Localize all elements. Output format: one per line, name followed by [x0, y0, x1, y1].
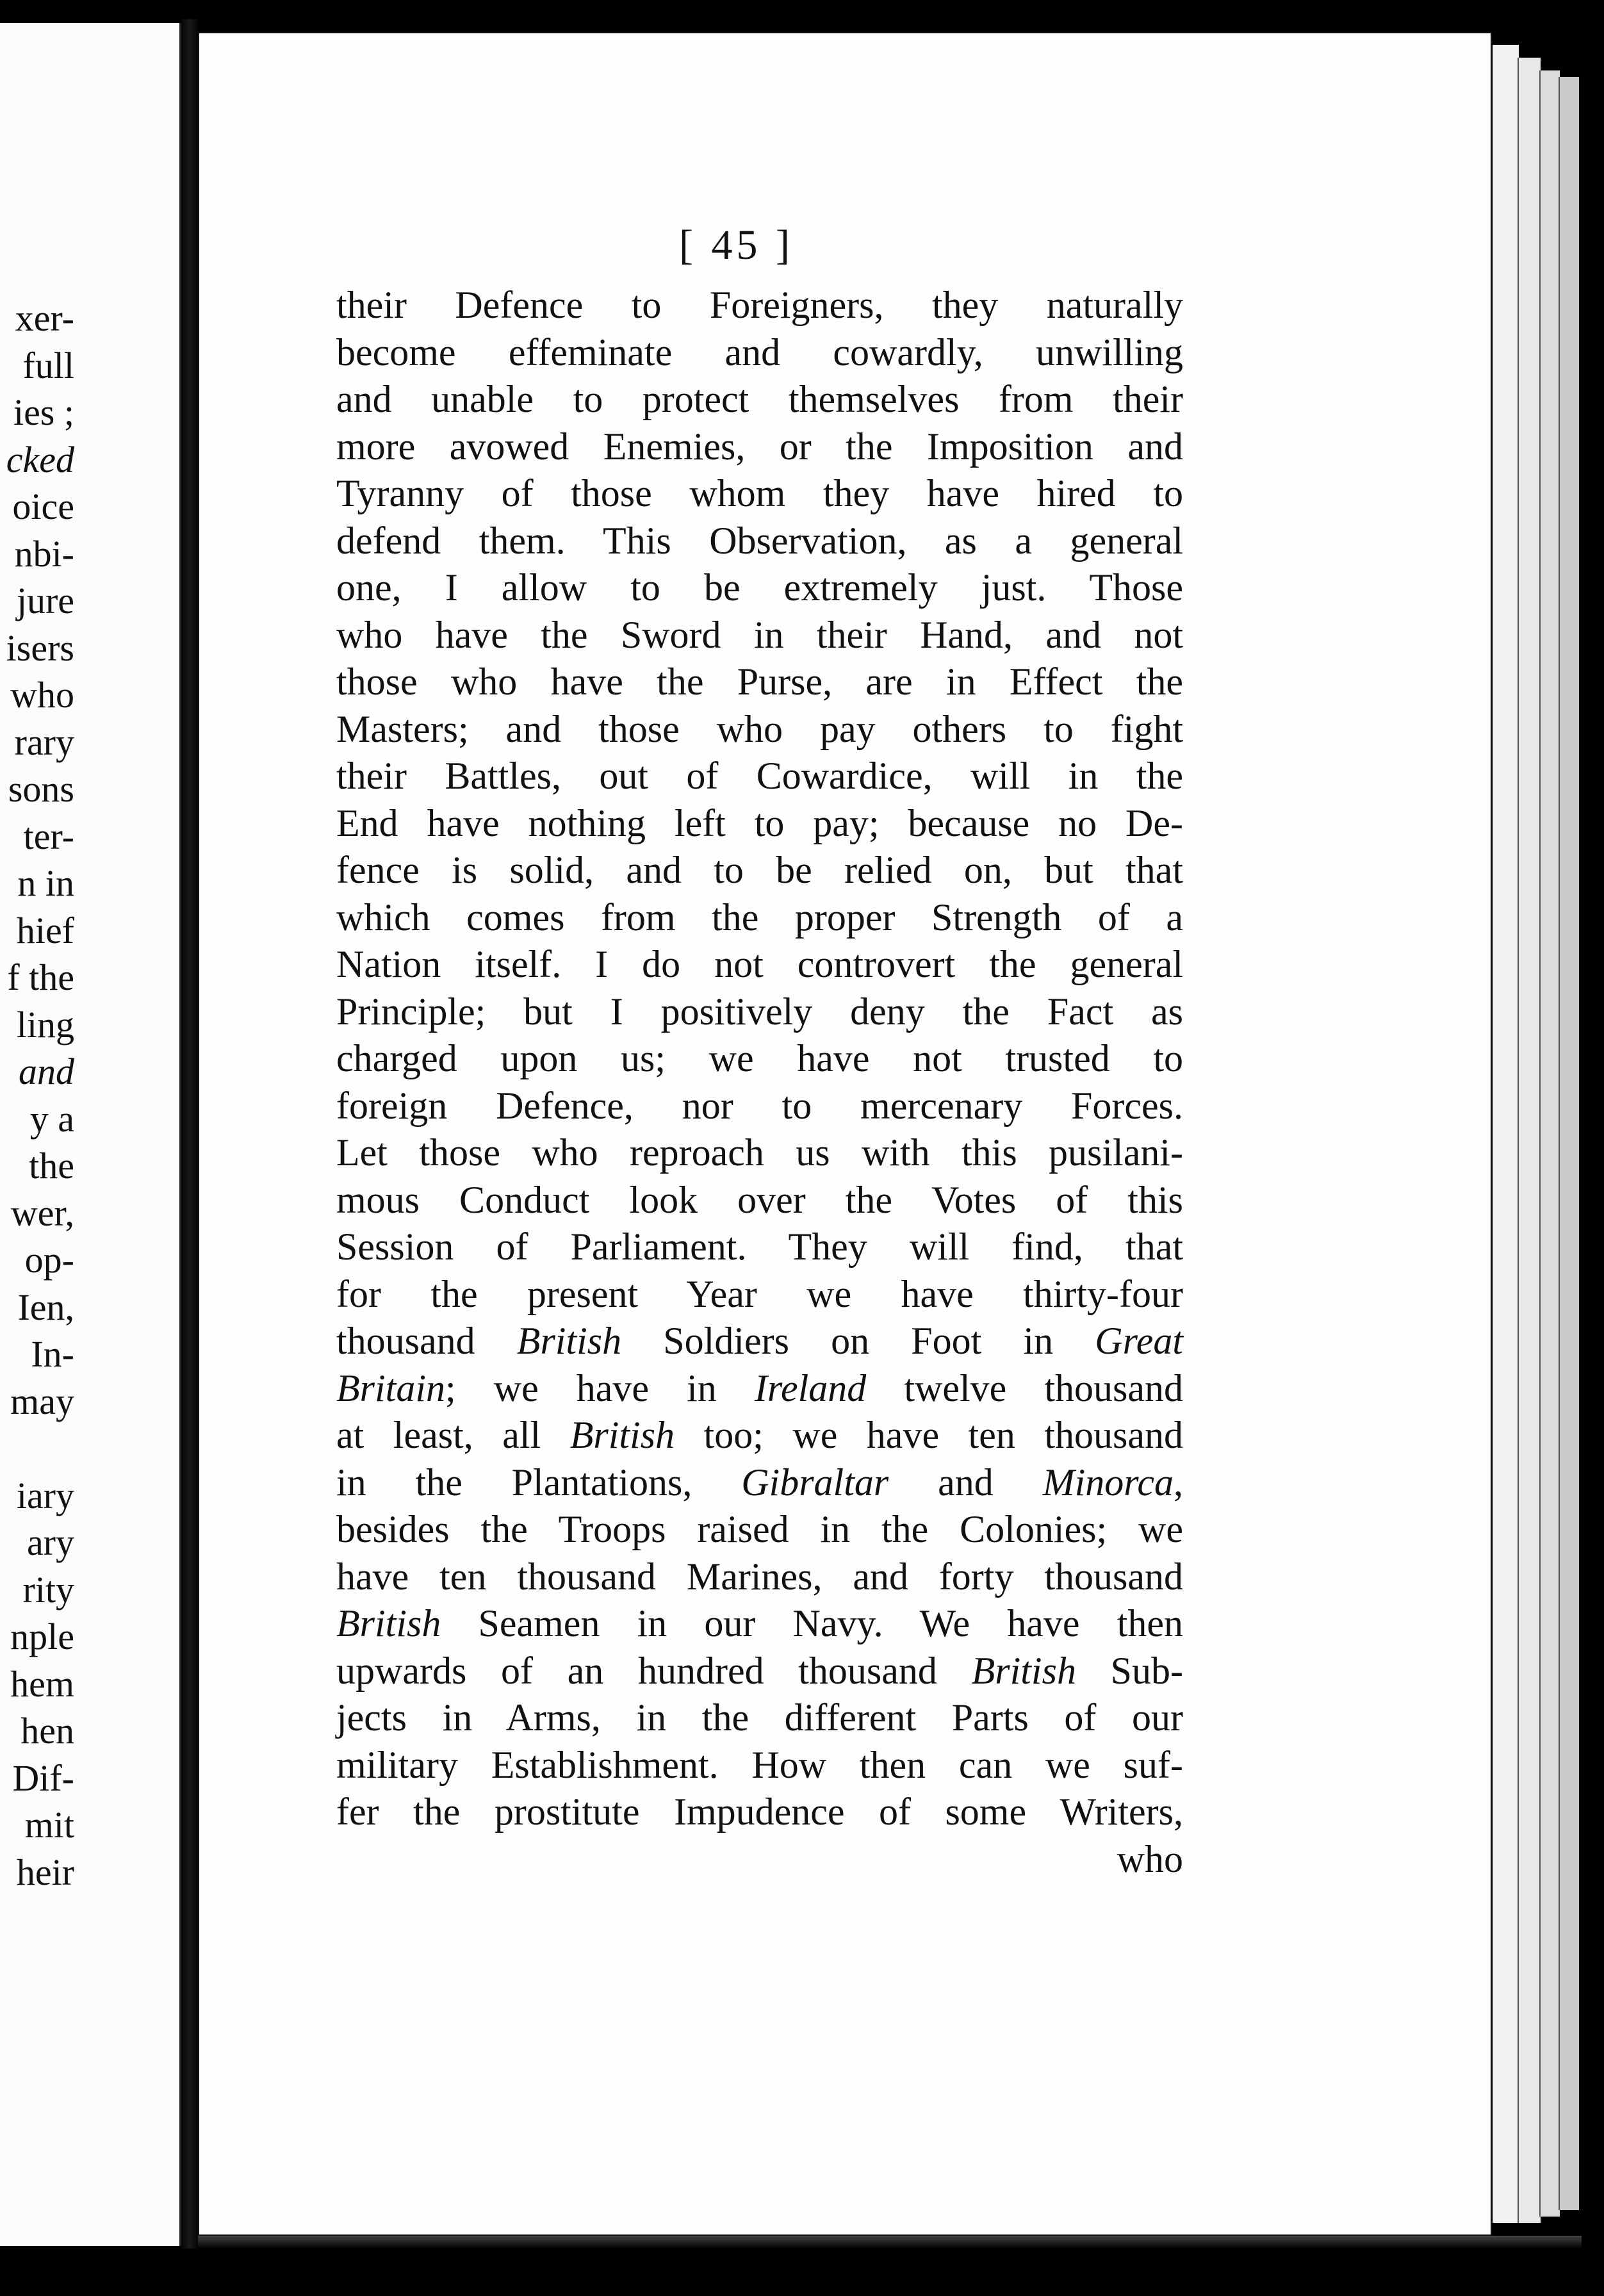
text-run: Tyranny of those whom they have hired to	[336, 472, 1183, 514]
text-run: those who have the Purse, are in Effect the	[336, 660, 1183, 703]
left-page-fragment: nple	[10, 1616, 74, 1657]
left-page-fragment: y a	[29, 1097, 74, 1140]
left-page-fragment: ling	[16, 1003, 74, 1046]
left-page-fragment: Dif-	[12, 1757, 74, 1799]
page-edge	[1539, 70, 1560, 2217]
page-number: [ 45 ]	[679, 222, 794, 268]
text-run: Soldiers on Foot in	[621, 1320, 1095, 1362]
text-run: Principle; but I positively deny the Fact as	[336, 990, 1183, 1033]
text-line	[336, 1506, 1183, 1554]
left-page-fragment: Ien,	[17, 1286, 74, 1328]
text-line	[336, 1600, 1183, 1648]
text-line	[336, 1648, 1183, 1695]
text-run: for the present Year we have thirty-four	[336, 1272, 1183, 1315]
text-run: military Establishment. How then can we suf-	[336, 1743, 1183, 1786]
text-run: their Defence to Foreigners, they naturally	[336, 284, 1183, 326]
text-line	[336, 941, 1183, 988]
text-run: Seamen in our Navy. We have then	[441, 1602, 1183, 1644]
text-line	[336, 1694, 1183, 1742]
left-page-fragment: isers	[6, 627, 74, 669]
left-page-fragment: wer,	[10, 1192, 74, 1234]
text-run: fence is solid, and to be relied on, but that	[336, 849, 1183, 891]
text-run: which comes from the proper Strength of a	[336, 896, 1183, 939]
text-line	[336, 376, 1183, 423]
left-page-fragment: rity	[22, 1568, 74, 1611]
text-run: defend them. This Observation, as a general	[336, 519, 1183, 562]
left-page-fragment: jure	[16, 580, 74, 621]
text-line	[336, 894, 1183, 942]
text-line	[336, 1129, 1183, 1177]
left-page-fragment: may	[10, 1380, 74, 1422]
left-page-fragment: xer-	[15, 297, 74, 339]
text-run: jects in Arms, in the different Parts of our	[336, 1696, 1183, 1739]
left-page-fragment: hem	[10, 1662, 74, 1705]
left-page-fragment: n in	[17, 862, 74, 904]
text-run: one, I allow to be extremely just. Those	[336, 566, 1183, 609]
text-line	[336, 518, 1183, 565]
left-page-fragment: ies ;	[13, 391, 74, 433]
text-run: have ten thousand Marines, and forty thousand	[336, 1555, 1183, 1598]
text-run: too; we have ten thousand	[675, 1414, 1183, 1456]
left-page-fragment: ter-	[23, 815, 74, 857]
left-page-fragment: f the	[7, 956, 74, 998]
body-text	[336, 282, 1183, 1883]
text-line	[336, 659, 1183, 706]
text-line	[336, 1177, 1183, 1224]
left-page-fragment: rary	[14, 721, 74, 763]
text-run: who	[1117, 1837, 1183, 1880]
text-run: ,	[1174, 1461, 1183, 1504]
page-edge	[1492, 45, 1519, 2223]
text-line	[336, 706, 1183, 753]
text-line	[336, 753, 1183, 800]
left-page-fragment: and	[19, 1051, 74, 1092]
text-run: Sub-	[1076, 1649, 1183, 1692]
text-run: Let those who reproach us with this pusilani-	[336, 1131, 1183, 1174]
left-page-fragment: full	[22, 344, 74, 386]
left-page-fragment: the	[29, 1145, 74, 1186]
left-page-fragment: In-	[31, 1333, 74, 1375]
text-run: who have the Sword in their Hand, and not	[336, 613, 1183, 656]
text-line	[336, 470, 1183, 518]
text-line	[336, 1083, 1183, 1130]
text-run: in the Plantations,	[336, 1461, 742, 1504]
left-page-fragment: who	[10, 674, 74, 716]
left-page-fragment: nbi-	[14, 532, 74, 575]
left-page-fragment: mit	[24, 1804, 74, 1846]
text-line	[336, 847, 1183, 894]
text-line	[336, 1412, 1183, 1459]
text-run: Masters; and those who pay others to fight	[336, 707, 1183, 750]
text-run: and	[888, 1461, 1043, 1504]
book-gutter	[181, 19, 198, 2249]
text-run: mous Conduct look over the Votes of this	[336, 1178, 1183, 1221]
left-page-fragment: ary	[26, 1521, 74, 1563]
text-line	[336, 282, 1183, 329]
left-page-fragment: hief	[16, 909, 74, 951]
text-line	[336, 1365, 1183, 1413]
text-run: and unable to protect themselves from their	[336, 378, 1183, 420]
text-line	[336, 800, 1183, 848]
text-run: charged upon us; we have not trusted to	[336, 1037, 1183, 1079]
page-bottom-shadow	[198, 2236, 1582, 2249]
text-line	[336, 1742, 1183, 1789]
text-run: thousand	[336, 1320, 517, 1362]
text-run: fer the prostitute Impudence of some Writers,	[336, 1791, 1183, 1833]
italic-text: Britain	[336, 1366, 446, 1409]
italic-text: British	[336, 1602, 441, 1644]
text-run: foreign Defence, nor to mercenary Forces.	[336, 1084, 1183, 1127]
text-line	[336, 1035, 1183, 1083]
italic-text: Minorca	[1042, 1461, 1174, 1504]
text-line	[336, 612, 1183, 659]
text-run: upwards of an hundred thousand	[336, 1649, 972, 1692]
left-page-edge	[0, 23, 181, 2246]
text-line	[336, 1836, 1183, 1883]
text-run: twelve thousand	[866, 1366, 1183, 1409]
text-run: ; we have in	[445, 1366, 755, 1409]
text-run: Nation itself. I do not controvert the general	[336, 943, 1183, 985]
text-line	[336, 1789, 1183, 1836]
left-page-fragment: iary	[16, 1474, 74, 1516]
left-page-fragment: sons	[8, 768, 74, 810]
left-page-fragment: heir	[16, 1851, 74, 1893]
text-run: more avowed Enemies, or the Imposition and	[336, 425, 1183, 468]
left-page-fragment: cked	[6, 438, 74, 480]
text-line	[336, 564, 1183, 612]
page-edge	[1518, 58, 1541, 2223]
text-line	[336, 1224, 1183, 1271]
text-line	[336, 1554, 1183, 1601]
text-line	[336, 423, 1183, 471]
text-line	[336, 1318, 1183, 1365]
text-run: besides the Troops raised in the Colonies; we	[336, 1508, 1183, 1550]
italic-text: Great	[1095, 1320, 1183, 1362]
text-run: Session of Parliament. They will find, that	[336, 1226, 1183, 1268]
text-run: their Battles, out of Cowardice, will in the	[336, 755, 1183, 797]
text-line	[336, 1459, 1183, 1507]
text-run: become effeminate and cowardly, unwilling	[336, 331, 1183, 373]
page-edge	[1559, 77, 1579, 2210]
italic-text: British	[971, 1649, 1076, 1692]
text-run: at least, all	[336, 1414, 570, 1456]
text-run: End have nothing left to pay; because no De-	[336, 801, 1183, 844]
left-page-fragment: op-	[24, 1239, 74, 1281]
text-line	[336, 988, 1183, 1036]
left-page-fragment: oice	[12, 486, 74, 527]
italic-text: British	[569, 1414, 675, 1456]
italic-text: Ireland	[754, 1366, 867, 1409]
italic-text: Gibraltar	[741, 1461, 889, 1504]
italic-text: British	[516, 1320, 622, 1362]
left-page-fragment: hen	[20, 1710, 74, 1751]
text-line	[336, 1271, 1183, 1318]
text-line	[336, 329, 1183, 377]
